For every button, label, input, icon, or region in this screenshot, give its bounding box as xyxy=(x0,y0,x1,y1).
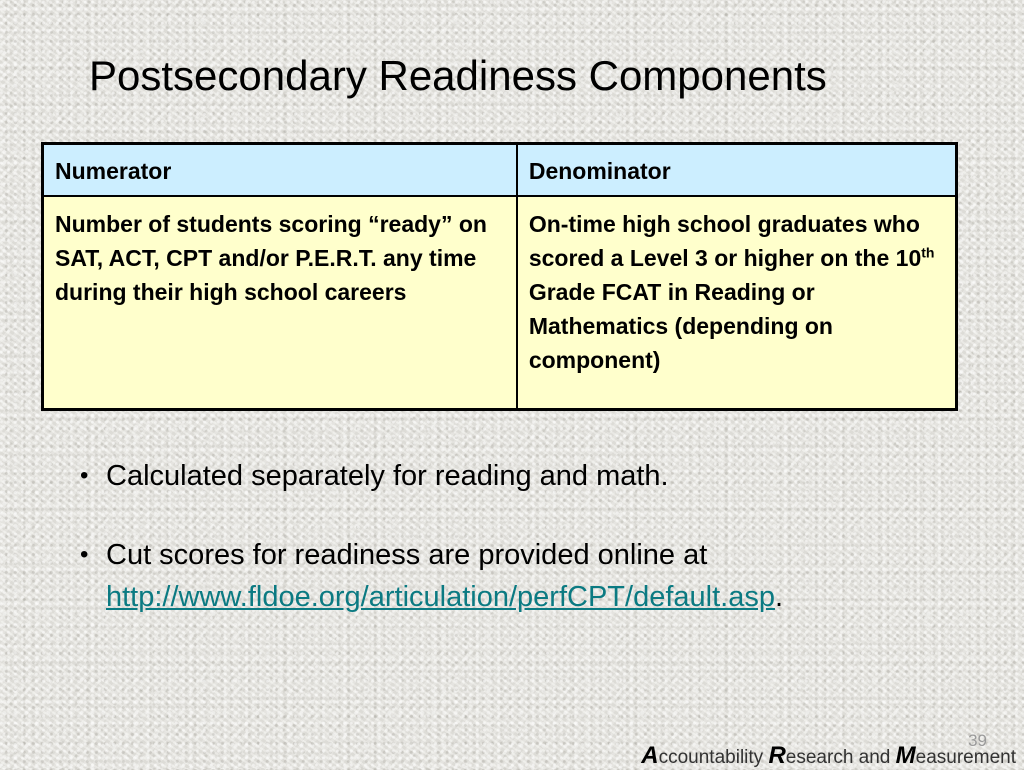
footer-text-m: easurement xyxy=(915,747,1016,768)
table-header-row xyxy=(43,144,957,196)
table-row xyxy=(43,196,957,410)
bullet-marker: • xyxy=(80,462,89,489)
bullet-text: Calculated separately for reading and math. xyxy=(106,460,669,492)
header-denominator: Denominator xyxy=(517,144,957,196)
numerator-cell: Number of students scoring “ready” on SAT, ACT, CPT and/or P.E.R.T. any time during their high school careers xyxy=(43,196,517,410)
denominator-text-start: On-time high school graduates who scored a Level 3 or higher on the 10 xyxy=(528,210,922,271)
footer-cap-a: A xyxy=(641,742,659,769)
bullet-marker: • xyxy=(80,541,89,568)
footer-branding xyxy=(641,744,1016,770)
slide-title: Postsecondary Readiness Components xyxy=(89,52,827,99)
footer-cap-m: M xyxy=(895,742,916,769)
bullet-text: Cut scores for readiness are provided online at xyxy=(106,539,708,571)
bullet-item-cut-scores xyxy=(80,534,980,618)
footer-text-a: ccountability xyxy=(658,747,769,768)
bullet-list xyxy=(80,455,980,618)
header-numerator: Numerator xyxy=(43,144,517,196)
footer-cap-r: R xyxy=(768,742,786,769)
fldoe-link[interactable]: http://www.fldoe.org/articulation/perfCPT/default.asp xyxy=(106,581,775,613)
footer-text-r: esearch and xyxy=(785,747,896,768)
slide-number: 39 xyxy=(968,731,987,750)
readiness-table xyxy=(41,142,958,411)
denominator-cell xyxy=(517,196,957,410)
bullet-period: . xyxy=(774,581,784,613)
ordinal-suffix: th xyxy=(921,243,935,260)
bullet-item-calculated xyxy=(80,455,980,497)
denominator-text-end: Grade FCAT in Reading or Mathematics (depending on component) xyxy=(528,278,833,373)
